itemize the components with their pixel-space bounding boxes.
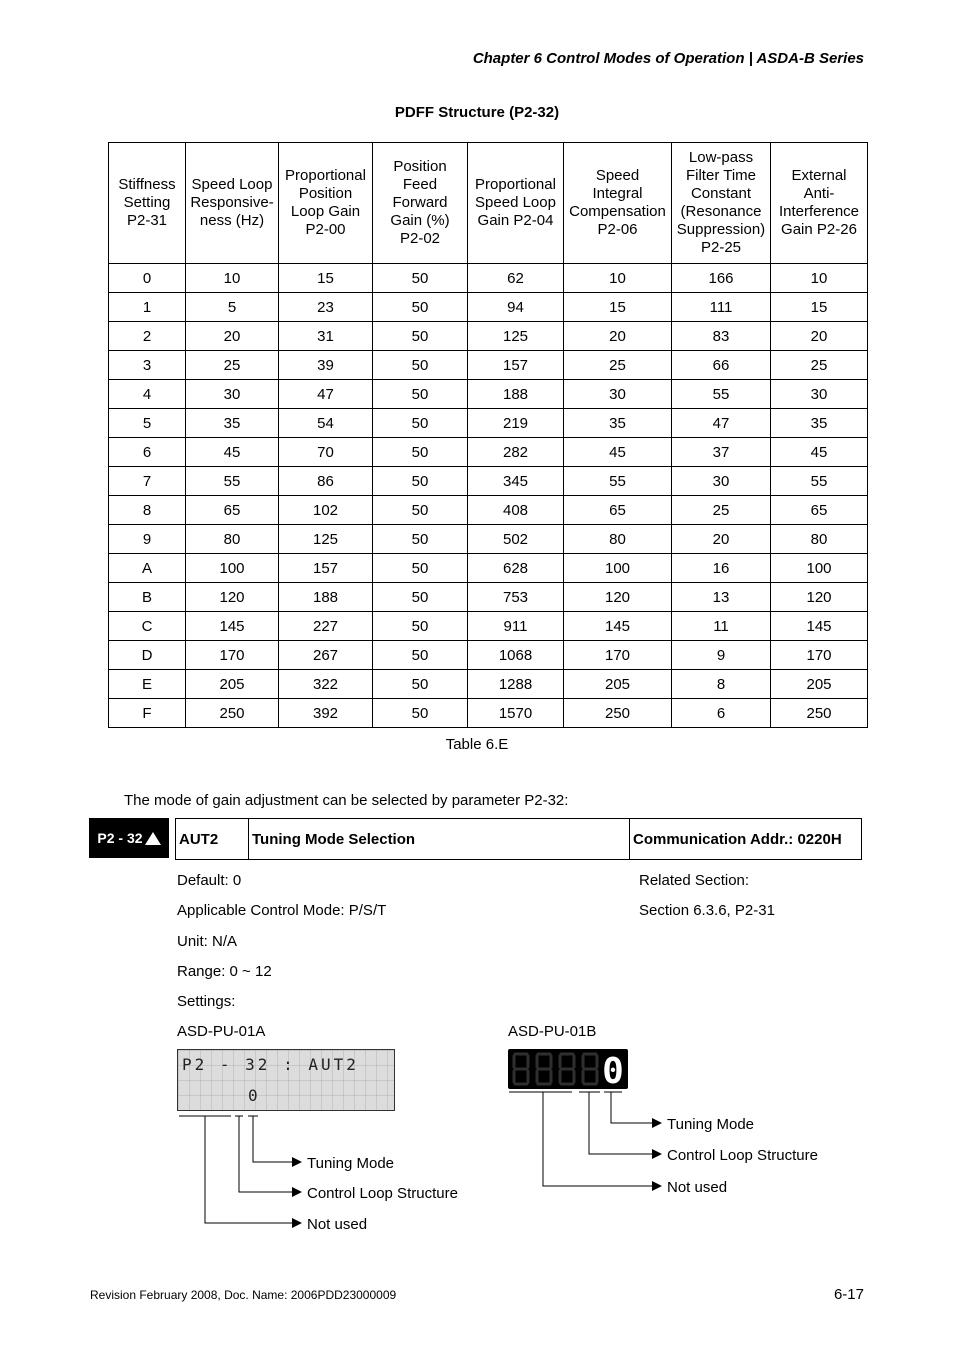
table-cell: 30 [186, 380, 279, 409]
table-cell: 15 [279, 264, 373, 293]
table-cell: 39 [279, 351, 373, 380]
table-cell: 80 [564, 525, 672, 554]
table-cell: 65 [771, 496, 868, 525]
table-cell: E [109, 670, 186, 699]
table-cell: 170 [186, 641, 279, 670]
table-cell: 55 [564, 467, 672, 496]
table-cell: 45 [771, 438, 868, 467]
table-cell: 502 [468, 525, 564, 554]
legend-a-not-used: Not used [307, 1216, 368, 1233]
table-cell: 120 [186, 583, 279, 612]
table-cell: 100 [771, 554, 868, 583]
column-header-line: Gain P2-26 [781, 221, 857, 238]
column-header-line: P2-25 [700, 239, 742, 256]
table-cell: 2 [109, 322, 186, 351]
table-cell: 20 [771, 322, 868, 351]
table-cell: 70 [279, 438, 373, 467]
table-cell: 5 [109, 409, 186, 438]
param-unit: Unit: N/A [177, 933, 238, 950]
table-cell: 94 [468, 293, 564, 322]
table-cell: 205 [564, 670, 672, 699]
column-header-line: Responsive- [190, 194, 274, 211]
table-cell: 31 [279, 322, 373, 351]
table-title: PDFF Structure (P2-32) [394, 104, 560, 121]
table-cell: F [109, 699, 186, 728]
page-number: 6-17 [833, 1286, 864, 1303]
table-cell: 15 [771, 293, 868, 322]
column-header-line: Speed [595, 167, 640, 184]
table-cell: 25 [771, 351, 868, 380]
column-header-line: Integral [592, 185, 643, 202]
table-cell: 0 [109, 264, 186, 293]
table-cell: 23 [279, 293, 373, 322]
table-cell: 50 [373, 409, 468, 438]
column-header-line: Low-pass [688, 149, 754, 166]
column-header-line: Speed Loop [475, 194, 556, 211]
table-cell: 205 [186, 670, 279, 699]
table-cell: 250 [564, 699, 672, 728]
table-cell: 166 [672, 264, 771, 293]
table-cell: 35 [186, 409, 279, 438]
parameter-id: P2 - 32 [97, 830, 143, 846]
table-cell: 1068 [468, 641, 564, 670]
table-cell: 911 [468, 612, 564, 641]
table-cell: 170 [564, 641, 672, 670]
table-cell: 47 [279, 380, 373, 409]
table-cell: 50 [373, 293, 468, 322]
param-default: Default: 0 [177, 872, 242, 889]
table-cell: 100 [564, 554, 672, 583]
table-cell: 188 [468, 380, 564, 409]
column-header-line: Speed Loop [191, 176, 273, 193]
table-cell: 50 [373, 554, 468, 583]
table-cell: 145 [771, 612, 868, 641]
column-header-line: P2-31 [126, 212, 168, 229]
table-cell: 35 [564, 409, 672, 438]
table-cell: 7 [109, 467, 186, 496]
table-cell: 45 [186, 438, 279, 467]
column-header-line: Loop Gain [290, 203, 361, 220]
table-cell: 62 [468, 264, 564, 293]
table-cell: 65 [186, 496, 279, 525]
table-cell: 145 [186, 612, 279, 641]
table-cell: 50 [373, 641, 468, 670]
table-cell: C [109, 612, 186, 641]
table-cell: 80 [771, 525, 868, 554]
table-cell: 1570 [468, 699, 564, 728]
table-cell: 1 [109, 293, 186, 322]
param-related-section: Section 6.3.6, P2-31 [639, 902, 775, 919]
table-cell: 10 [771, 264, 868, 293]
column-header-line: Setting [123, 194, 171, 211]
table-cell: 50 [373, 438, 468, 467]
table-cell: 102 [279, 496, 373, 525]
parameter-code: AUT2 [176, 819, 249, 860]
table-cell: D [109, 641, 186, 670]
lcd-line-2: 0 [248, 1086, 258, 1105]
column-header-line: ness (Hz) [199, 212, 265, 229]
table-cell: 120 [771, 583, 868, 612]
table-cell: 111 [672, 293, 771, 322]
table-cell: 8 [672, 670, 771, 699]
table-cell: 753 [468, 583, 564, 612]
table-cell: 20 [564, 322, 672, 351]
table-cell: 55 [186, 467, 279, 496]
column-header-line: Gain P2-04 [477, 212, 554, 229]
table-cell: 345 [468, 467, 564, 496]
table-cell: 83 [672, 322, 771, 351]
table-cell: 11 [672, 612, 771, 641]
keypad-b-label: ASD-PU-01B [508, 1023, 597, 1040]
intro-text: The mode of gain adjustment can be selected by parameter P2-32: [124, 792, 569, 809]
table-cell: 145 [564, 612, 672, 641]
column-header-line: Position [393, 158, 447, 175]
column-header-line: Anti- [803, 185, 835, 202]
lcd-line-1: P2 - 32 : AUT2 [182, 1055, 359, 1074]
column-header-line: Suppression) [676, 221, 766, 238]
table-cell: 170 [771, 641, 868, 670]
column-header-line: Forward [392, 194, 448, 211]
column-header-line: Proportional [475, 176, 556, 193]
legend-b-tuning-mode: Tuning Mode [667, 1116, 754, 1133]
table-cell: 66 [672, 351, 771, 380]
keypad-a-label: ASD-PU-01A [177, 1023, 266, 1040]
table-cell: 267 [279, 641, 373, 670]
column-header-line: P2-02 [399, 230, 441, 247]
column-header-line: P2-00 [305, 221, 346, 238]
table-cell: 8 [109, 496, 186, 525]
table-cell: 47 [672, 409, 771, 438]
table-cell: 50 [373, 612, 468, 641]
column-header-line: Feed [402, 176, 438, 193]
table-cell: 50 [373, 467, 468, 496]
table-cell: 80 [186, 525, 279, 554]
table-caption: Table 6.E [445, 736, 509, 753]
column-header-line: Constant [690, 185, 752, 202]
column-header-line: P2-06 [597, 221, 638, 238]
column-header-line: Gain (%) [390, 212, 450, 229]
table-cell: 157 [279, 554, 373, 583]
table-cell: 408 [468, 496, 564, 525]
table-cell: 86 [279, 467, 373, 496]
table-cell: 65 [564, 496, 672, 525]
table-cell: 25 [672, 496, 771, 525]
table-cell: 250 [186, 699, 279, 728]
table-cell: 16 [672, 554, 771, 583]
column-header-line: Proportional [285, 167, 366, 184]
table-cell: 50 [373, 351, 468, 380]
table-cell: B [109, 583, 186, 612]
parameter-comm-addr: Communication Addr.: 0220H [630, 819, 862, 860]
table-cell: 157 [468, 351, 564, 380]
table-cell: 45 [564, 438, 672, 467]
table-cell: 25 [564, 351, 672, 380]
led-value: 0 [602, 1051, 624, 1089]
column-header-line: Compensation [569, 203, 666, 220]
table-cell: 188 [279, 583, 373, 612]
table-cell: 1288 [468, 670, 564, 699]
table-cell: 55 [672, 380, 771, 409]
table-cell: 6 [109, 438, 186, 467]
parameter-name: Tuning Mode Selection [249, 819, 630, 860]
table-cell: 282 [468, 438, 564, 467]
column-header-line: External [791, 167, 847, 184]
table-cell: 50 [373, 496, 468, 525]
table-cell: 322 [279, 670, 373, 699]
table-cell: 628 [468, 554, 564, 583]
table-cell: 30 [672, 467, 771, 496]
table-cell: 50 [373, 322, 468, 351]
table-cell: 227 [279, 612, 373, 641]
table-cell: 50 [373, 264, 468, 293]
table-cell: 54 [279, 409, 373, 438]
table-cell: 13 [672, 583, 771, 612]
table-cell: 55 [771, 467, 868, 496]
param-range: Range: 0 ~ 12 [177, 963, 272, 980]
table-cell: 15 [564, 293, 672, 322]
table-cell: 9 [672, 641, 771, 670]
column-header-line: Interference [778, 203, 860, 220]
legend-a-tuning-mode: Tuning Mode [307, 1155, 394, 1172]
table-cell: 250 [771, 699, 868, 728]
table-cell: 125 [468, 322, 564, 351]
table-cell: 50 [373, 380, 468, 409]
table-cell: 20 [672, 525, 771, 554]
table-cell: 30 [564, 380, 672, 409]
param-mode: Applicable Control Mode: P/S/T [177, 902, 387, 919]
legend-a-control-loop: Control Loop Structure [307, 1185, 458, 1202]
table-cell: 50 [373, 670, 468, 699]
column-header-line: (Resonance [680, 203, 762, 220]
table-cell: 4 [109, 380, 186, 409]
column-header-line: Stiffness [118, 176, 176, 193]
table-cell: 50 [373, 525, 468, 554]
table-cell: 10 [564, 264, 672, 293]
table-cell: 25 [186, 351, 279, 380]
table-cell: 37 [672, 438, 771, 467]
table-cell: 125 [279, 525, 373, 554]
table-cell: 3 [109, 351, 186, 380]
legend-b-control-loop: Control Loop Structure [667, 1147, 818, 1164]
table-cell: 392 [279, 699, 373, 728]
table-cell: 100 [186, 554, 279, 583]
param-related: Related Section: [639, 872, 750, 889]
table-cell: 10 [186, 264, 279, 293]
param-settings: Settings: [177, 993, 236, 1010]
table-cell: A [109, 554, 186, 583]
footer-revision: Revision February 2008, Doc. Name: 2006PDD23000009 [90, 1288, 397, 1302]
table-cell: 20 [186, 322, 279, 351]
table-cell: 35 [771, 409, 868, 438]
table-cell: 120 [564, 583, 672, 612]
legend-b-not-used: Not used [667, 1179, 728, 1196]
table-cell: 219 [468, 409, 564, 438]
chapter-header: Chapter 6 Control Modes of Operation | ASDA-B Series [472, 50, 864, 67]
column-header-line: Position [298, 185, 353, 202]
table-cell: 50 [373, 583, 468, 612]
column-header-line: Filter Time [685, 167, 756, 184]
table-cell: 50 [373, 699, 468, 728]
table-cell: 30 [771, 380, 868, 409]
table-cell: 5 [186, 293, 279, 322]
table-cell: 205 [771, 670, 868, 699]
table-cell: 9 [109, 525, 186, 554]
table-cell: 6 [672, 699, 771, 728]
